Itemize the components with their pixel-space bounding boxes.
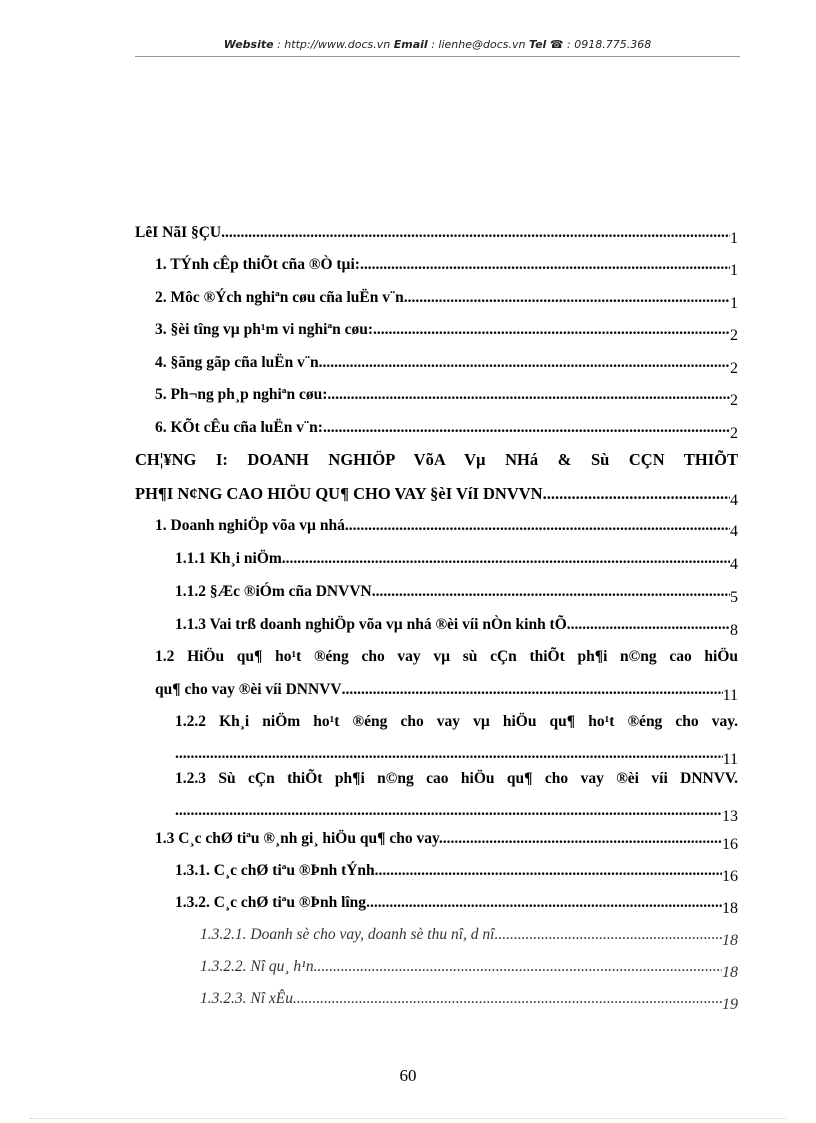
toc-label: 3. §èi tîng vµ ph¹m vi nghiªn cøu: — [155, 321, 374, 338]
toc-label: 4. §ãng gãp cña luËn v¨n — [155, 354, 319, 371]
toc-entry-3[interactable] — [155, 321, 738, 344]
toc-leader — [372, 583, 730, 601]
toc-page: 8 — [730, 622, 738, 639]
toc-entry-intro[interactable] — [135, 224, 738, 247]
toc-leader — [323, 419, 730, 437]
toc-label: 1.3.2.1. Doanh sè cho vay, doanh sè thu nî, d nî — [200, 926, 495, 943]
toc-page: 5 — [730, 589, 738, 606]
toc-section-1-2-title[interactable]: 1.2 HiÖu qu¶ ho¹t ®éng cho vay vµ sù cÇn thiÕt ph¶i n©ng cao hiÖu — [155, 648, 738, 665]
toc-leader — [360, 256, 730, 274]
toc-entry-5[interactable] — [155, 386, 738, 409]
phone-icon: ☎ — [549, 38, 564, 51]
toc-label: 1.3 C¸c chØ tiªu ®¸nh gi¸ hiÖu qu¶ cho vay. — [155, 830, 443, 847]
toc-leader — [175, 802, 722, 820]
toc-leader — [571, 616, 730, 634]
toc-label: 1.3.2.2. Nî qu¸ h¹n — [200, 958, 314, 975]
toc-label: 6. KÕt cÊu cña luËn v¨n: — [155, 419, 323, 436]
toc-leader — [327, 386, 730, 404]
toc-label: 1. TÝnh cÊp thiÕt cña ®Ò tµi: — [155, 256, 360, 273]
toc-entry-1-1-1[interactable] — [175, 550, 738, 573]
toc-leader — [221, 224, 730, 242]
toc-leader — [282, 550, 730, 568]
toc-leader — [342, 681, 723, 699]
toc-page: 1 — [730, 230, 738, 247]
header-divider — [135, 56, 740, 57]
toc-label: LêI NãI §ÇU — [135, 224, 222, 241]
toc-entry-1-3-2-2[interactable] — [200, 958, 738, 981]
email-value: : lienhe@docs.vn — [431, 38, 526, 51]
toc-leader — [404, 289, 730, 307]
toc-entry-6[interactable] — [155, 419, 738, 442]
toc-entry-4[interactable] — [155, 354, 738, 377]
toc-page: 16 — [722, 836, 738, 853]
toc-leader — [314, 958, 722, 976]
toc-label: qu¶ cho vay ®èi víi DNNVV — [155, 681, 342, 698]
toc-section-1-2-3-title[interactable]: 1.2.3 Sù cÇn thiÕt ph¶i n©ng cao hiÖu qu¶ cho vay ®èi víi DNNVV. — [175, 770, 738, 787]
website-value: : http://www.docs.vn — [277, 38, 391, 51]
toc-entry-1-2-2[interactable] — [175, 745, 738, 768]
toc-label: 1.3.2. C¸c chØ tiªu ®Þnh lîng — [175, 894, 367, 911]
toc-entry-1-2[interactable] — [155, 681, 738, 704]
toc-entry-1-3-1[interactable] — [175, 862, 738, 885]
toc-leader — [319, 354, 730, 372]
email-label: Email — [393, 38, 428, 51]
toc-entry-1-3-2-1[interactable] — [200, 926, 738, 949]
toc-label: 1.1.3 Vai trß doanh nghiÖp võa vµ nhá ®èi víi nÒn kinh tÕ. — [175, 616, 571, 633]
toc-chapter-1-title[interactable]: CH¦¥NG I: DOANH NGHIÖP VõA Vµ NHá & Sù CÇN THIÕT — [135, 450, 738, 469]
toc-page: 18 — [722, 900, 738, 917]
toc-entry-chapter-1[interactable] — [135, 484, 738, 509]
toc-label: 1.1.1 Kh¸i niÖm — [175, 550, 282, 567]
toc-page: 4 — [730, 556, 738, 573]
toc-page: 2 — [730, 392, 738, 409]
toc-label: 1.3.1. C¸c chØ tiªu ®Þnh tÝnh — [175, 862, 375, 879]
page-header — [135, 38, 740, 51]
toc-leader — [543, 484, 730, 504]
toc-page: 2 — [730, 360, 738, 377]
toc-page: 4 — [730, 523, 738, 540]
toc-page: 4 — [730, 492, 738, 509]
toc-page: 13 — [722, 808, 738, 825]
toc-page: 19 — [722, 996, 738, 1013]
toc-page: 11 — [722, 687, 738, 704]
footer-divider — [30, 1118, 786, 1119]
toc-page: 18 — [722, 964, 738, 981]
toc-entry-1[interactable] — [155, 256, 738, 279]
toc-section-1-2-2-title[interactable]: 1.2.2 Kh¸i niÖm ho¹t ®éng cho vay vµ hiÖu qu¶ ho¹t ®éng cho vay. — [175, 713, 738, 730]
toc-label: 2. Môc ®Ých nghiªn cøu cña luËn v¨n — [155, 289, 404, 306]
page-number: 60 — [399, 1066, 417, 1085]
toc-entry-1-3-2[interactable] — [175, 894, 738, 917]
toc-label: 1.1.2 §Æc ®iÓm cña DNVVN — [175, 583, 372, 600]
toc-leader — [175, 745, 723, 763]
toc-label: PH¶I N¢NG CAO HIÖU QU¶ CHO VAY §èI VíI DNVVN — [135, 484, 543, 503]
toc-label: 1. Doanh nghiÖp võa vµ nhá — [155, 517, 345, 534]
toc-entry-1-1-3[interactable] — [175, 616, 738, 639]
toc-page: 1 — [730, 262, 738, 279]
toc-page: 2 — [730, 425, 738, 442]
toc-entry-1-1-2[interactable] — [175, 583, 738, 606]
toc-leader — [345, 517, 730, 535]
toc-leader — [494, 926, 722, 944]
toc-leader — [293, 990, 722, 1008]
tel-value: : 0918.775.368 — [567, 38, 652, 51]
toc-page: 18 — [722, 932, 738, 949]
toc-entry-1-3[interactable] — [155, 830, 738, 853]
toc-page: 1 — [730, 295, 738, 312]
toc-entry-1-1[interactable] — [155, 517, 738, 540]
toc-leader — [366, 894, 722, 912]
toc-entry-1-2-3[interactable] — [175, 802, 738, 825]
toc-page: 16 — [722, 868, 738, 885]
toc-page: 11 — [722, 751, 738, 768]
toc-entry-2[interactable] — [155, 289, 738, 312]
tel-label: Tel — [528, 38, 547, 51]
toc-leader — [375, 862, 722, 880]
toc-label: 1.3.2.3. Nî xÊu — [200, 990, 293, 1007]
toc-leader — [443, 830, 722, 848]
toc-entry-1-3-2-3[interactable] — [200, 990, 738, 1013]
toc-leader — [373, 321, 730, 339]
website-label: Website — [223, 38, 274, 51]
toc-label: 5. Ph¬ng ph¸p nghiªn cøu: — [155, 386, 328, 403]
toc-page: 2 — [730, 327, 738, 344]
